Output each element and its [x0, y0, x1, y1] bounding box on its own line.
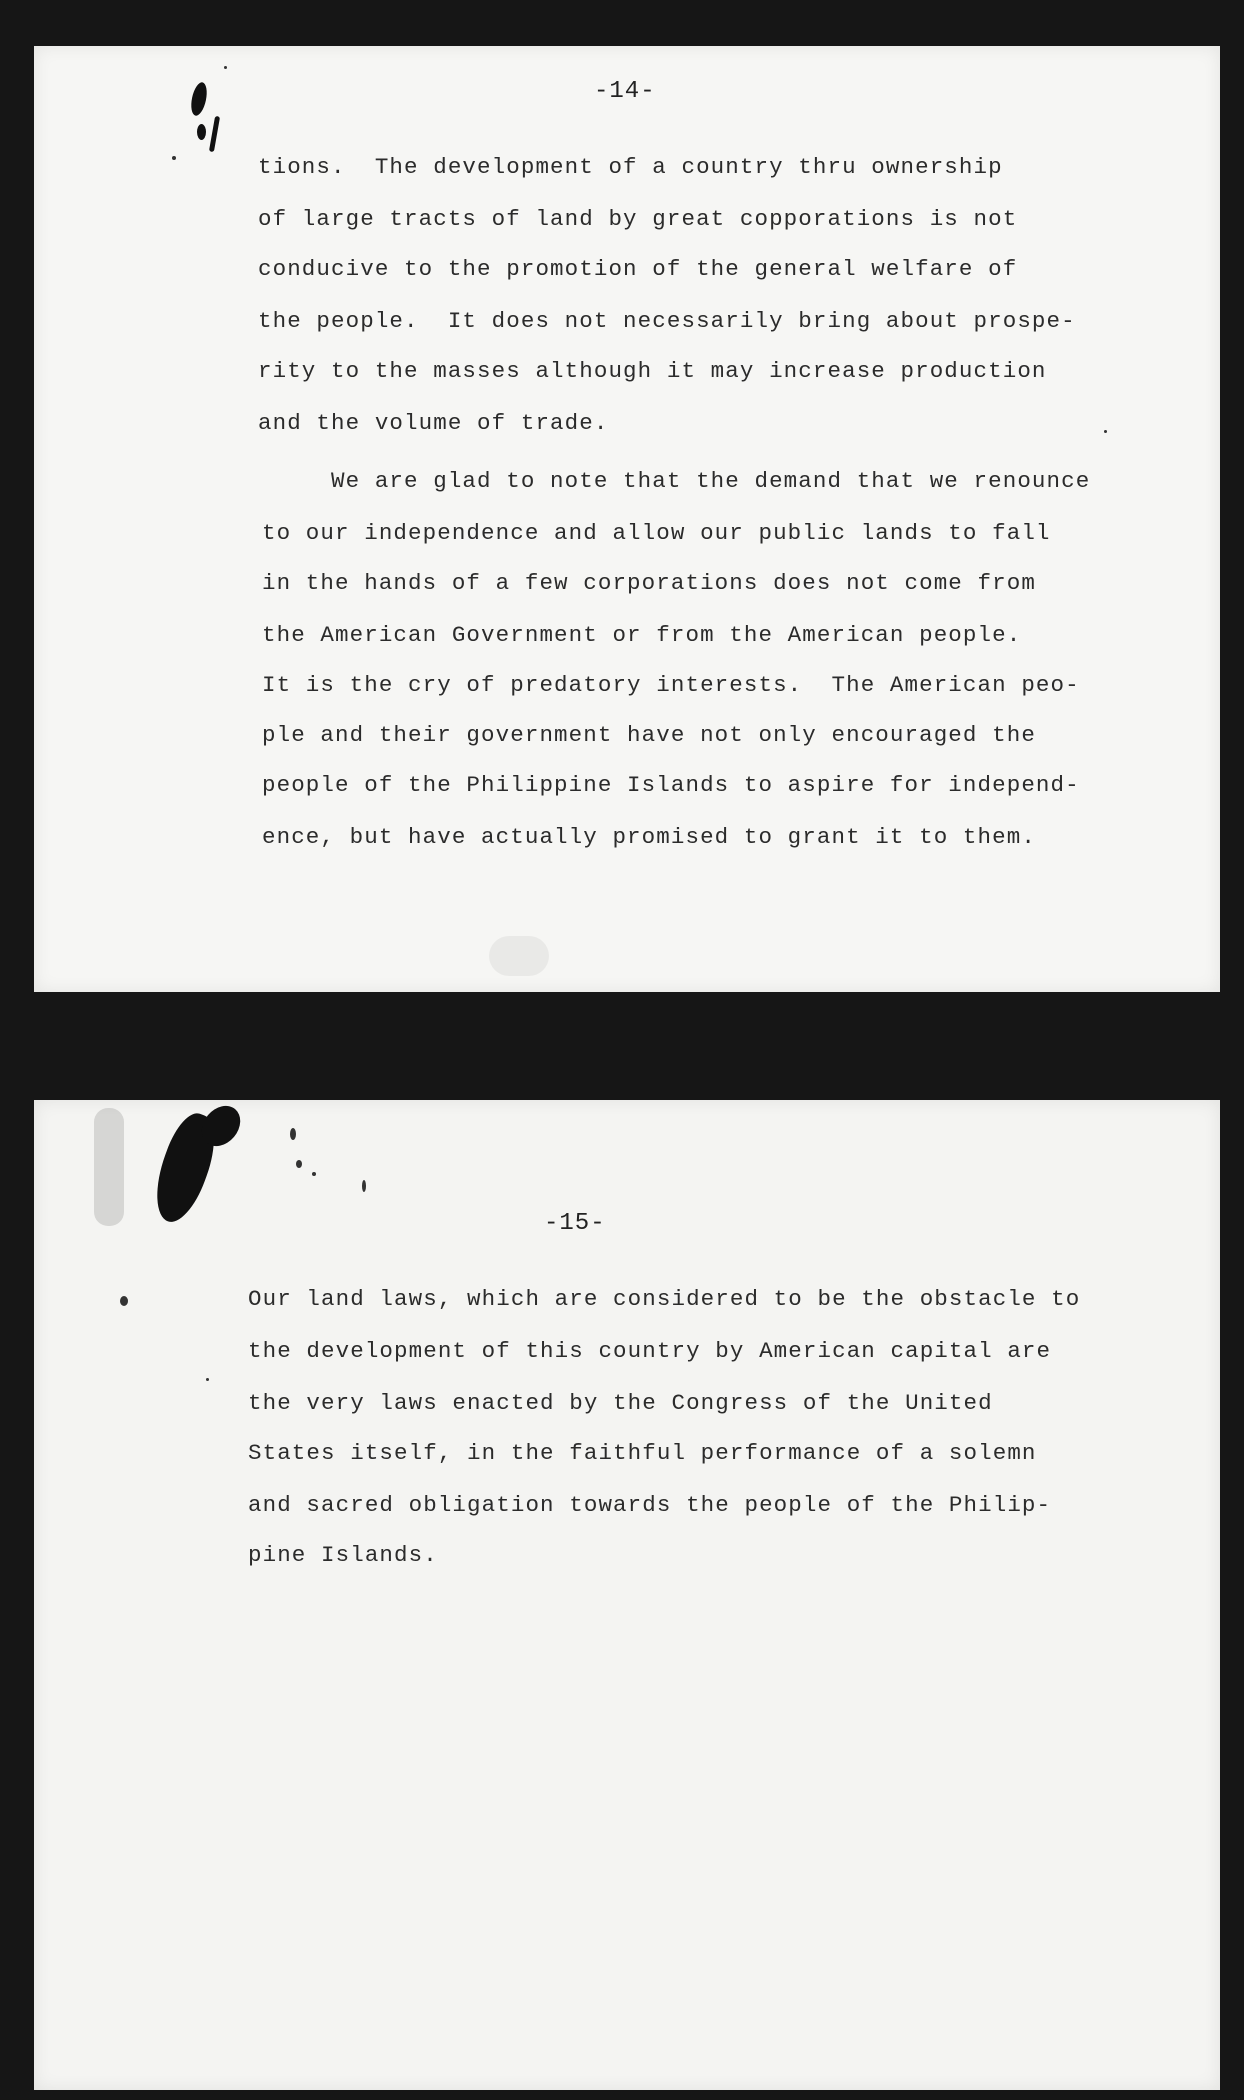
page-14-sheet — [34, 46, 1220, 992]
ink-speck — [206, 1378, 209, 1381]
ink-smudge — [489, 936, 549, 976]
page-number: -14- — [594, 78, 656, 105]
ink-blot — [197, 124, 206, 140]
text-line: rity to the masses although it may increase production — [258, 358, 1047, 384]
text-line: the development of this country by American capital are — [248, 1338, 1052, 1364]
staple-smudge — [94, 1108, 124, 1226]
text-line: and the volume of trade. — [258, 410, 609, 436]
text-line: We are glad to note that the demand that we renounce — [258, 468, 1091, 494]
page-number: -15- — [544, 1210, 606, 1237]
text-line: ence, but have actually promised to grant it to them. — [262, 824, 1036, 850]
text-line: people of the Philippine Islands to aspire for independ- — [262, 772, 1080, 798]
text-line: It is the cry of predatory interests. The American peo- — [262, 672, 1080, 698]
text-line: to our independence and allow our public lands to fall — [262, 520, 1051, 546]
ink-blot — [209, 116, 220, 152]
text-line: of large tracts of land by great copporations is not — [258, 206, 1018, 232]
ink-speck — [362, 1180, 366, 1192]
text-line: the American Government or from the American people. — [262, 622, 1022, 648]
ink-speck — [296, 1160, 302, 1168]
text-line: and sacred obligation towards the people of the Philip- — [248, 1492, 1052, 1518]
text-line: conducive to the promotion of the general welfare of — [258, 256, 1018, 282]
text-line: the very laws enacted by the Congress of the United — [248, 1390, 993, 1416]
page-15-sheet — [34, 1100, 1220, 2090]
ink-speck — [312, 1172, 316, 1176]
ink-speck — [120, 1296, 128, 1306]
text-line: pine Islands. — [248, 1542, 438, 1568]
text-line: States itself, in the faithful performance of a solemn — [248, 1440, 1037, 1466]
ink-speck — [290, 1128, 296, 1140]
ink-speck — [224, 66, 227, 69]
text-line: ple and their government have not only encouraged the — [262, 722, 1036, 748]
ink-blot — [189, 81, 210, 117]
text-line: tions. The development of a country thru ownership — [258, 154, 1003, 180]
ink-speck — [172, 156, 176, 160]
text-line: Our land laws, which are considered to be the obstacle to — [248, 1286, 1081, 1312]
text-line: in the hands of a few corporations does not come from — [262, 570, 1036, 596]
ink-speck — [1104, 430, 1107, 433]
text-line: the people. It does not necessarily bring about prospe- — [258, 308, 1076, 334]
